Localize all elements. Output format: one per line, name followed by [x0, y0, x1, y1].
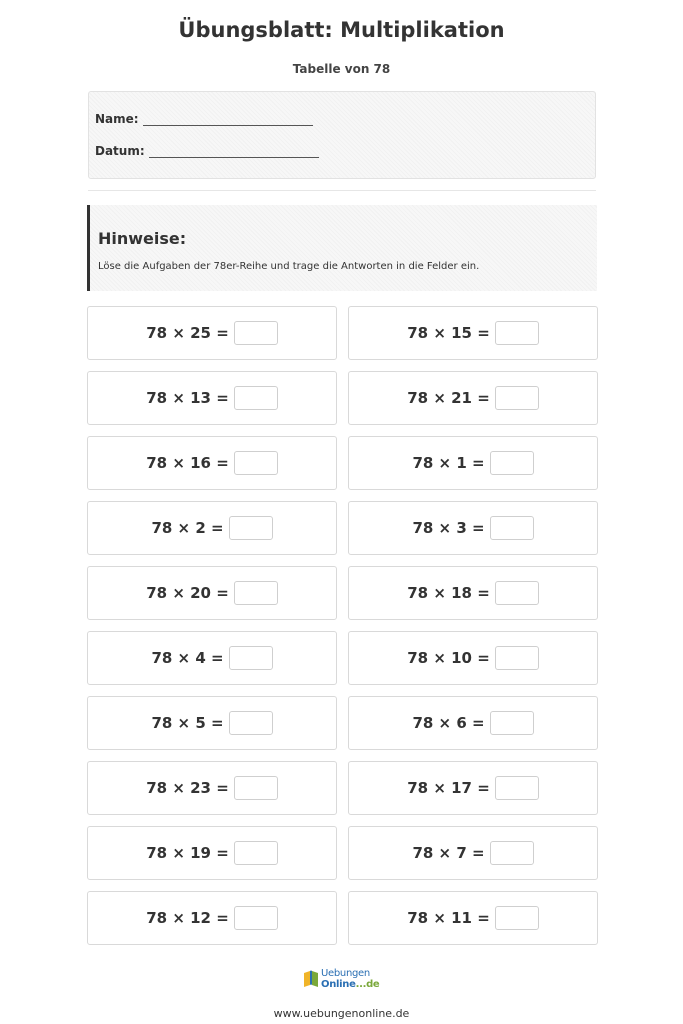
problem-expression: 78 × 19 = [146, 844, 229, 862]
footer-url: www.uebungenonline.de [273, 1007, 410, 1020]
problem-expression: 78 × 4 = [151, 649, 224, 667]
student-info-box [88, 91, 596, 179]
answer-input[interactable] [234, 321, 278, 345]
problem-expression: 78 × 1 = [412, 454, 485, 472]
problem-card [87, 371, 337, 425]
answer-input[interactable] [234, 451, 278, 475]
problem-expression: 78 × 7 = [412, 844, 485, 862]
answer-input[interactable] [234, 841, 278, 865]
problem-card [348, 501, 598, 555]
hints-text: Löse die Aufgaben der 78er-Reihe und trage die Antworten in die Felder ein. [98, 261, 480, 272]
answer-input[interactable] [229, 711, 273, 735]
name-field-row [95, 112, 313, 126]
answer-input[interactable] [495, 321, 539, 345]
answer-input[interactable] [229, 646, 273, 670]
problem-card [87, 436, 337, 490]
problem-expression: 78 × 20 = [146, 584, 229, 602]
problem-card [348, 566, 598, 620]
page-title: Übungsblatt: Multiplikation [178, 18, 505, 42]
answer-input[interactable] [234, 386, 278, 410]
problem-card [87, 891, 337, 945]
date-field-row [95, 144, 319, 158]
problem-expression: 78 × 25 = [146, 324, 229, 342]
problem-card [87, 306, 337, 360]
problem-card [87, 826, 337, 880]
problem-expression: 78 × 12 = [146, 909, 229, 927]
problem-expression: 78 × 16 = [146, 454, 229, 472]
answer-input[interactable] [234, 581, 278, 605]
site-logo [302, 966, 382, 992]
problem-card [87, 566, 337, 620]
book-icon [302, 968, 320, 988]
problem-card [87, 631, 337, 685]
logo-text-bottom [321, 979, 379, 990]
problem-expression: 78 × 21 = [407, 389, 490, 407]
answer-input[interactable] [495, 776, 539, 800]
hints-title: Hinweise: [98, 229, 187, 248]
name-label: Name: [95, 112, 139, 126]
answer-input[interactable] [490, 711, 534, 735]
problem-card [87, 501, 337, 555]
answer-input[interactable] [234, 906, 278, 930]
problem-grid [87, 306, 598, 945]
answer-input[interactable] [229, 516, 273, 540]
problem-card [348, 826, 598, 880]
logo-text-top: Uebungen [321, 968, 370, 979]
answer-input[interactable] [490, 451, 534, 475]
problem-card [348, 306, 598, 360]
answer-input[interactable] [495, 906, 539, 930]
logo-text-main: Online [321, 979, 356, 990]
problem-expression: 78 × 2 = [151, 519, 224, 537]
answer-input[interactable] [490, 516, 534, 540]
problem-card [87, 696, 337, 750]
date-label: Datum: [95, 144, 145, 158]
problem-card [348, 371, 598, 425]
problem-card [348, 696, 598, 750]
hints-box [87, 205, 597, 291]
answer-input[interactable] [495, 581, 539, 605]
answer-input[interactable] [495, 386, 539, 410]
problem-expression: 78 × 13 = [146, 389, 229, 407]
answer-input[interactable] [490, 841, 534, 865]
answer-input[interactable] [495, 646, 539, 670]
section-divider [88, 190, 596, 191]
page-subtitle: Tabelle von 78 [292, 62, 391, 76]
name-write-line[interactable] [143, 113, 313, 126]
problem-card [87, 761, 337, 815]
problem-expression: 78 × 10 = [407, 649, 490, 667]
problem-expression: 78 × 6 = [412, 714, 485, 732]
logo-text-suffix: ...de [355, 979, 380, 990]
problem-expression: 78 × 11 = [407, 909, 490, 927]
problem-expression: 78 × 15 = [407, 324, 490, 342]
problem-card [348, 631, 598, 685]
answer-input[interactable] [234, 776, 278, 800]
problem-expression: 78 × 18 = [407, 584, 490, 602]
problem-expression: 78 × 17 = [407, 779, 490, 797]
problem-expression: 78 × 3 = [412, 519, 485, 537]
problem-card [348, 891, 598, 945]
date-write-line[interactable] [149, 145, 319, 158]
problem-expression: 78 × 23 = [146, 779, 229, 797]
problem-card [348, 436, 598, 490]
problem-expression: 78 × 5 = [151, 714, 224, 732]
problem-card [348, 761, 598, 815]
